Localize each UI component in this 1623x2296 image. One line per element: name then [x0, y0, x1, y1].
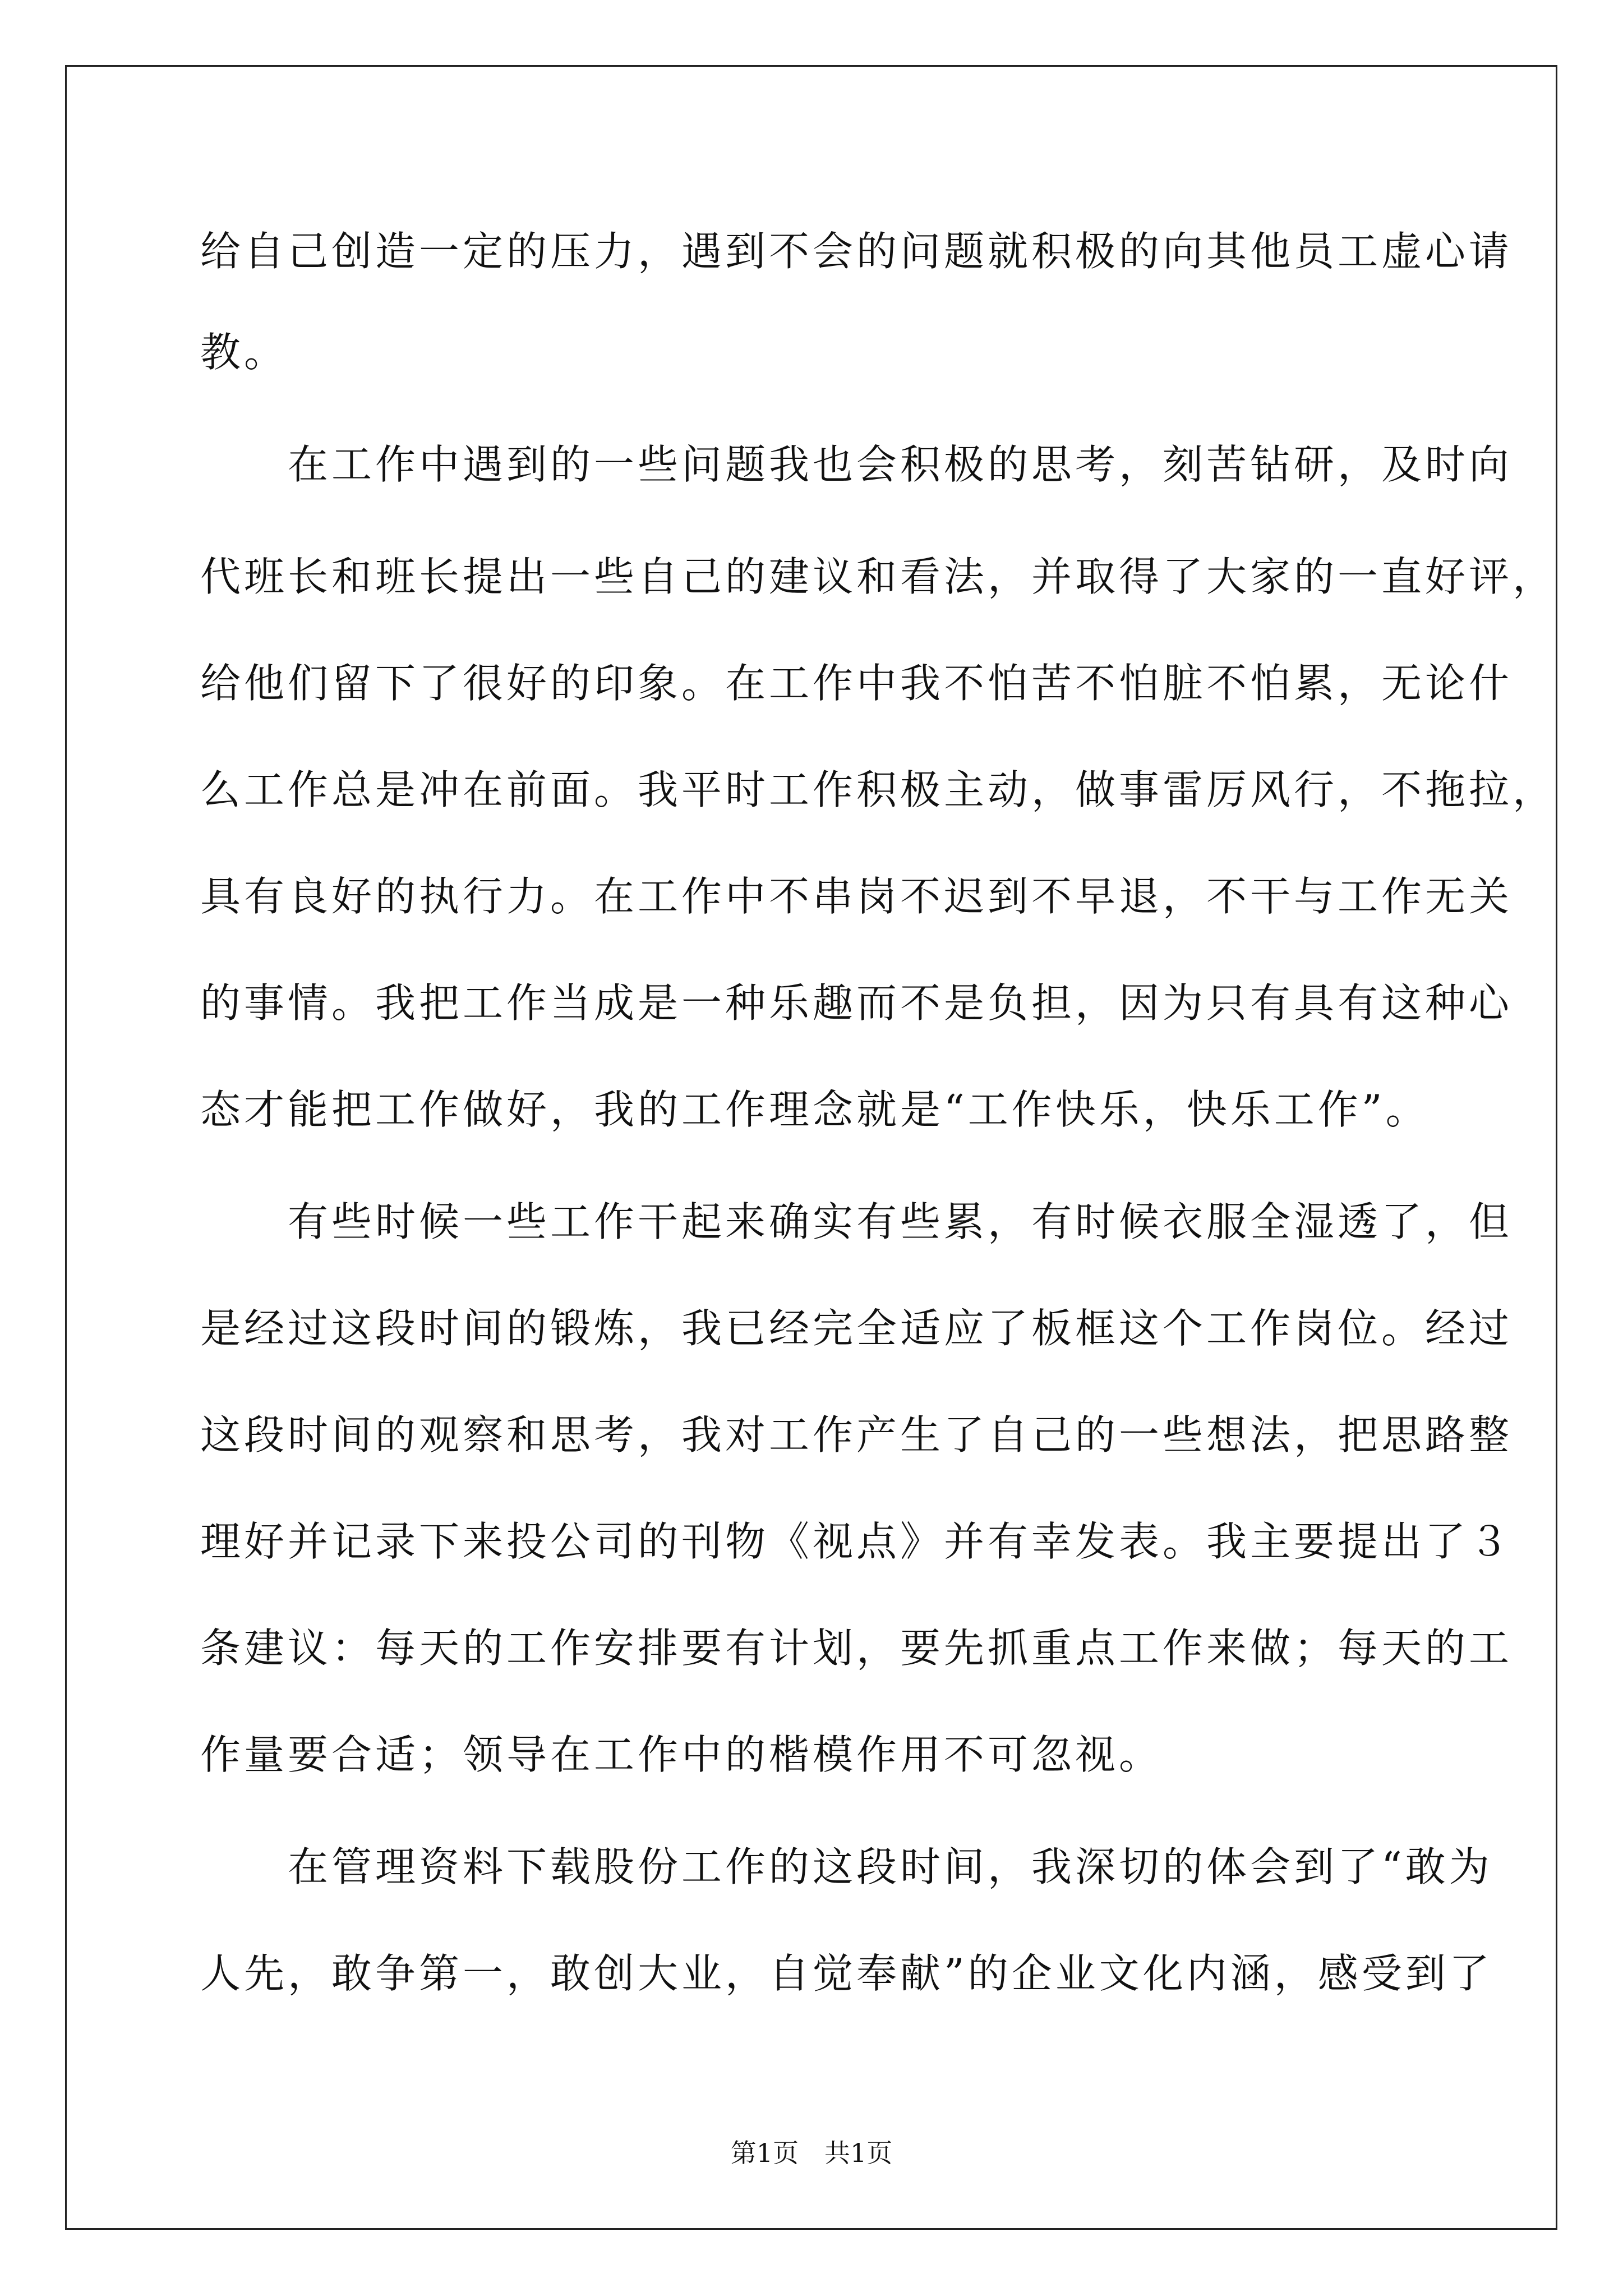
- text-line: 教。: [200, 329, 288, 376]
- text-line: 在管理资料下载股份工作的这段时间，我深切的体会到了“敢为: [200, 1843, 1493, 1890]
- text-line: 作量要合适；领导在工作中的楷模作用不可忽视。: [200, 1731, 1163, 1778]
- text-line: 态才能把工作做好，我的工作理念就是“工作快乐，快乐工作”。: [200, 1086, 1430, 1133]
- page-border: [65, 65, 1557, 2230]
- text-line: 条建议：每天的工作安排要有计划，要先抓重点工作来做；每天的工: [200, 1625, 1513, 1672]
- text-line: 在工作中遇到的一些问题我也会积极的思考，刻苦钻研，及时向: [200, 441, 1513, 488]
- text-line: 给自己创造一定的压力，遇到不会的问题就积极的向其他员工虚心请: [200, 228, 1513, 275]
- text-line: 具有良好的执行力。在工作中不串岗不迟到不早退，不干与工作无关: [200, 873, 1513, 920]
- text-line: 代班长和班长提出一些自己的建议和看法，并取得了大家的一直好评，: [200, 553, 1557, 600]
- text-line: 给他们留下了很好的印象。在工作中我不怕苦不怕脏不怕累，无论什: [200, 660, 1513, 707]
- text-line: 的事情。我把工作当成是一种乐趣而不是负担，因为只有具有这种心: [200, 979, 1513, 1027]
- text-line: 这段时间的观察和思考，我对工作产生了自己的一些想法，把思路整: [200, 1411, 1513, 1458]
- page-footer: 第1页 共1页: [730, 2138, 893, 2168]
- text-line: 人先，敢争第一，敢创大业，自觉奉献”的企业文化内涵，感受到了: [200, 1950, 1493, 1997]
- text-line: 有些时候一些工作干起来确实有些累，有时候衣服全湿透了，但: [200, 1198, 1513, 1245]
- text-line: 么工作总是冲在前面。我平时工作积极主动，做事雷厉风行，不拖拉，: [200, 766, 1557, 813]
- text-line: 理好并记录下来投公司的刊物《视点》并有幸发表。我主要提出了３: [200, 1518, 1513, 1565]
- text-line: 是经过这段时间的锻炼，我已经完全适应了板框这个工作岗位。经过: [200, 1305, 1513, 1352]
